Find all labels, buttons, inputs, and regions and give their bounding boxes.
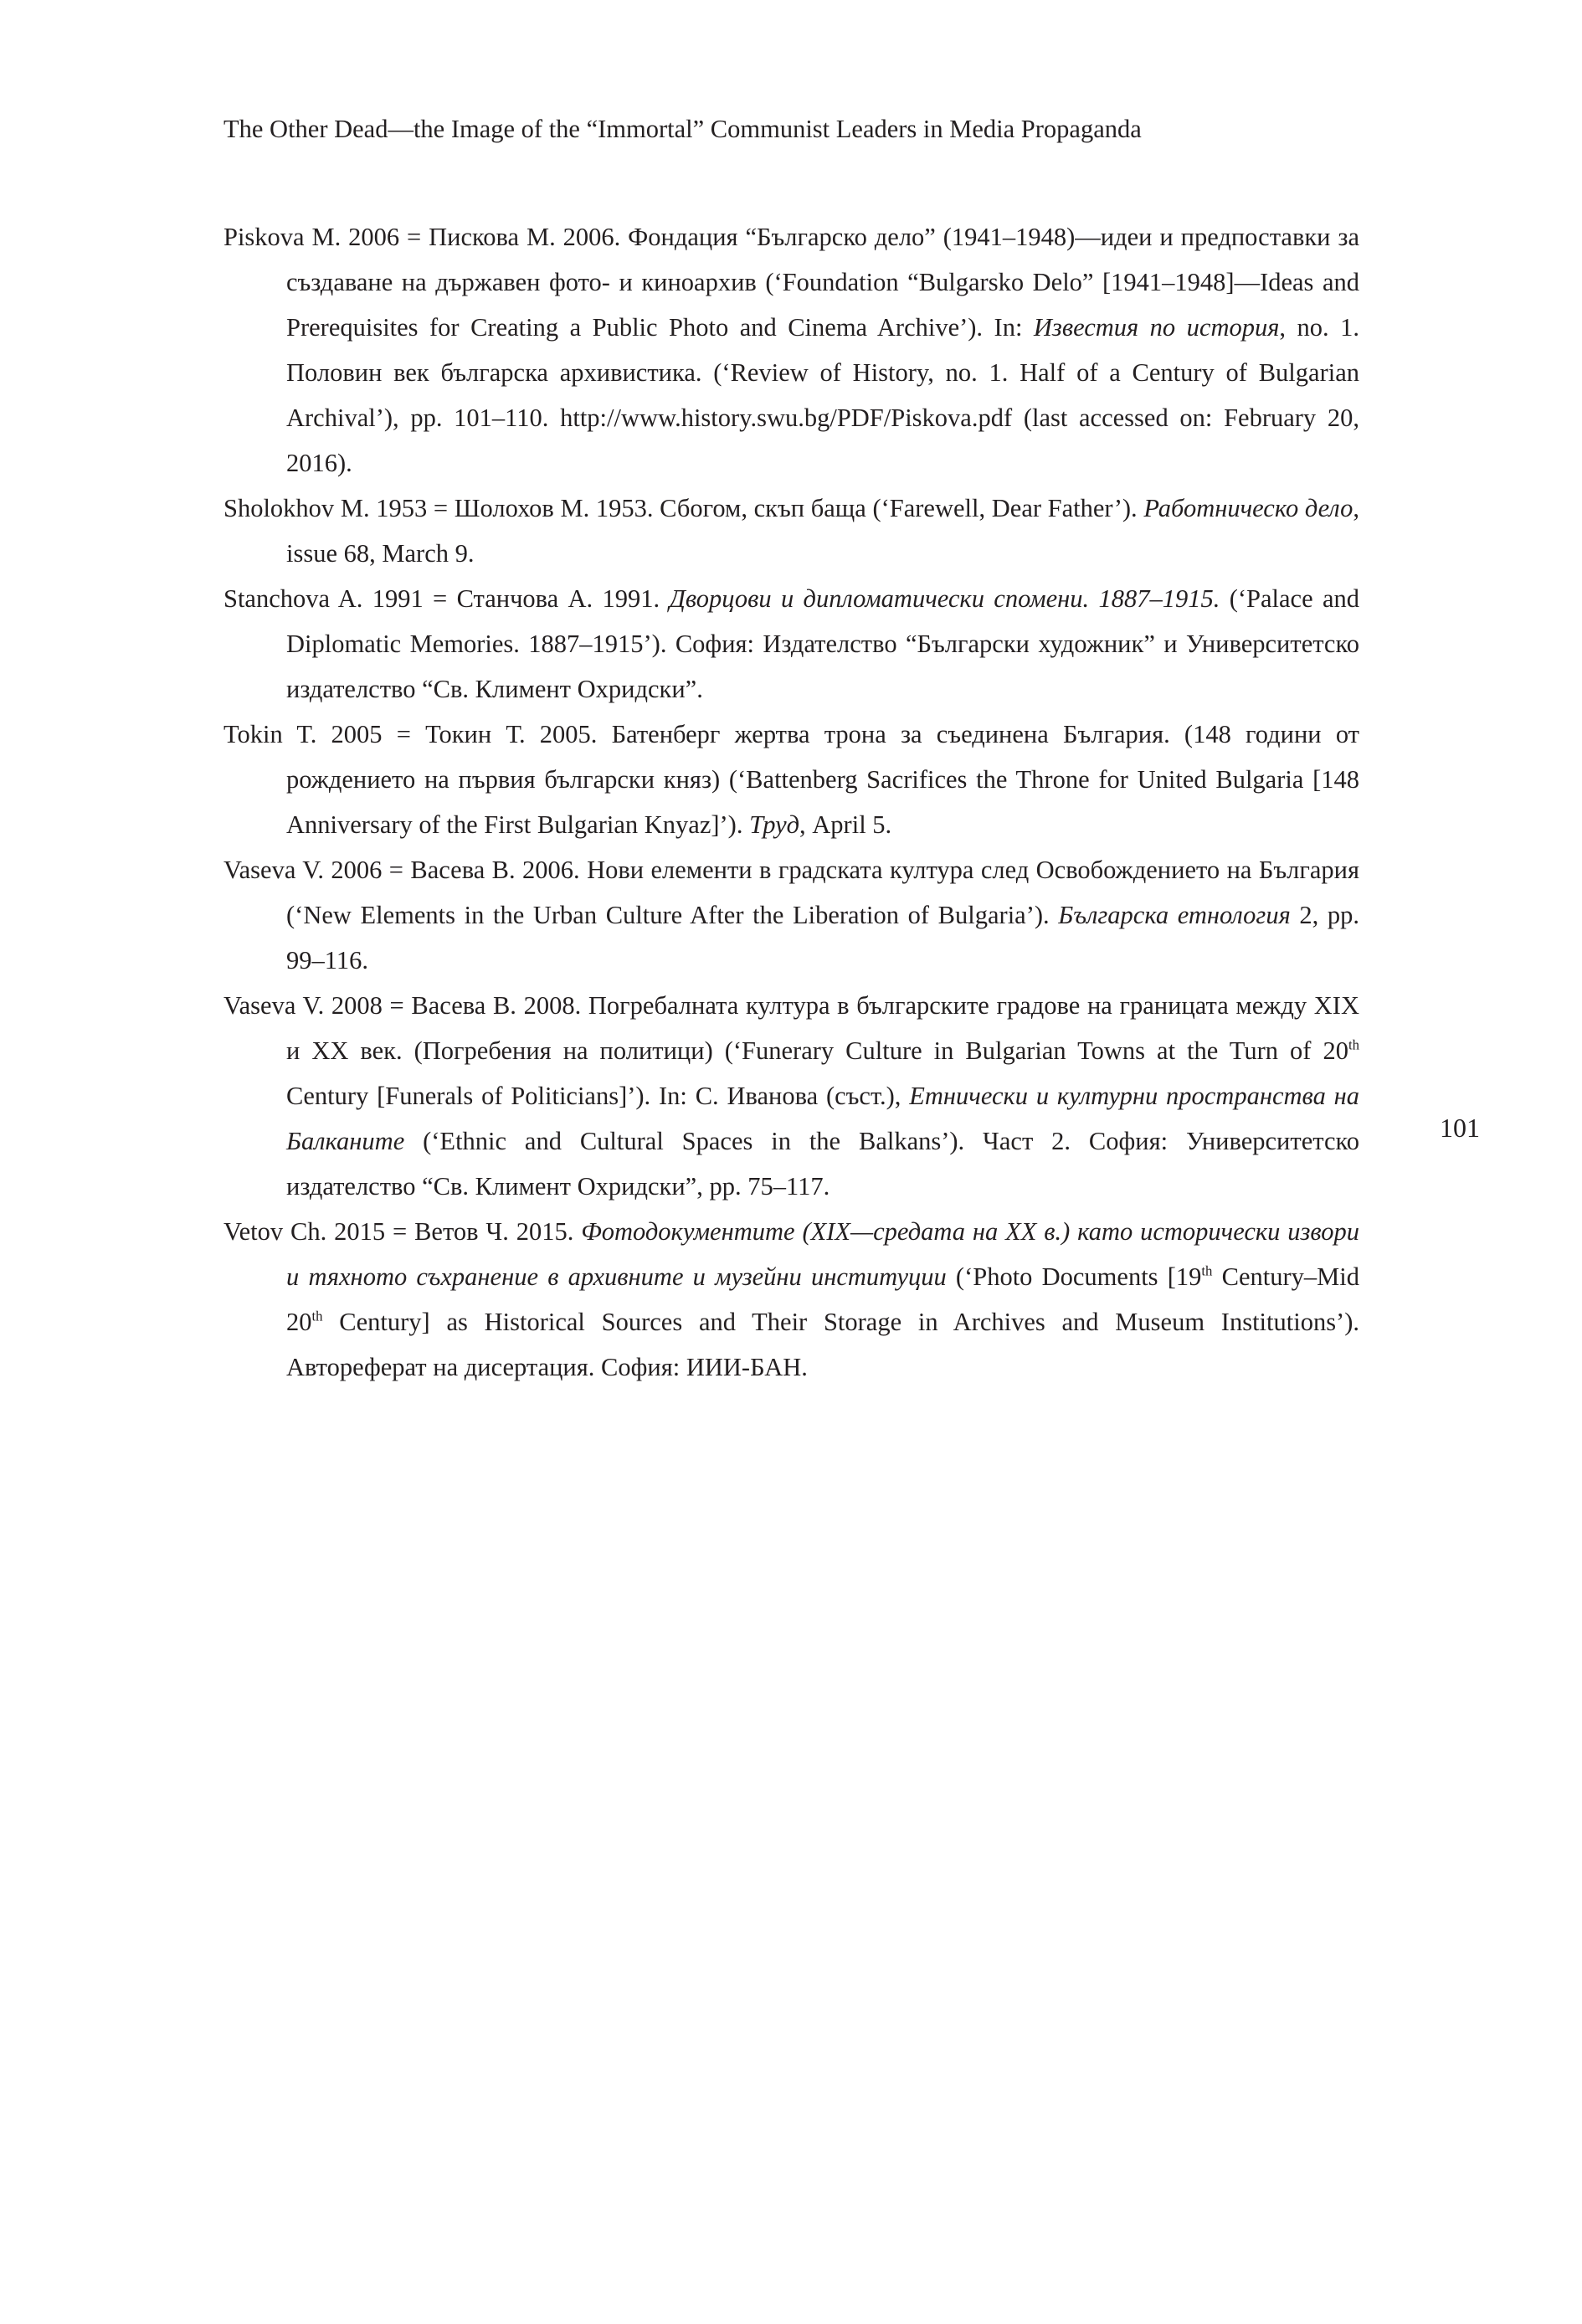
- reference-entry: [223, 486, 1359, 576]
- italic-title: Етнически и културни пространства на Балканите: [286, 1082, 1360, 1155]
- reference-entry: [223, 847, 1359, 983]
- reference-text: Tokin T. 2005 = Токин Т. 2005. Батенберг жертва трона за съединена България. (148 години от рождението на първия български княз) (‘Battenberg Sacrifices the Throne for United Bulgaria [148 Anniversary of the First Bulgarian Knyaz]’).: [223, 720, 1359, 839]
- italic-title: Българска етнология: [1058, 901, 1291, 929]
- reference-text: Century [Funerals of Politicians]’). In: С. Иванова (съст.),: [286, 1082, 910, 1110]
- superscript: th: [1348, 1036, 1359, 1053]
- reference-text: , April 5.: [799, 810, 892, 839]
- reference-entry: [223, 576, 1359, 712]
- reference-list: [223, 214, 1359, 1390]
- reference-text: Century–Mid 20: [286, 1262, 1359, 1336]
- italic-title: Фотодокументите (XIX—средата на XX в.) като исторически извори и тяхното съхранение в архивните и музейни институции: [286, 1217, 1359, 1291]
- reference-entry: [223, 712, 1359, 847]
- reference-text: Vaseva V. 2008 = Васева В. 2008. Погребалната култура в българските градове на границата между XIX и XX век. (Погребения на политици) (‘Funerary Culture in Bulgarian Towns at the Turn of 20: [223, 991, 1359, 1065]
- reference-text: Vetov Ch. 2015 = Ветов Ч. 2015.: [223, 1217, 582, 1246]
- reference-text: Sholokhov M. 1953 = Шолохов М. 1953. Сбогом, скъп баща (‘Farewell, Dear Father’).: [223, 494, 1144, 522]
- reference-entry: [223, 983, 1359, 1209]
- reference-text: , issue 68, March 9.: [286, 494, 1359, 568]
- italic-title: Работническо дело: [1143, 494, 1353, 522]
- reference-text: (‘Palace and Diplomatic Memories. 1887–1915’). София: Издателство “Български художник” и Университетско издателство “Св. Климент Охридски”.: [286, 584, 1360, 703]
- italic-title: Труд: [749, 810, 800, 839]
- superscript: th: [311, 1308, 323, 1324]
- reference-entry: [223, 1209, 1359, 1390]
- page-number: 101: [1440, 1113, 1480, 1143]
- superscript: th: [1201, 1262, 1213, 1279]
- reference-text: Vaseva V. 2006 = Васева В. 2006. Нови елементи в градската култура след Освобождението на България (‘New Elements in the Urban Culture After the Liberation of Bulgaria’).: [223, 856, 1359, 929]
- italic-title: Известия по история: [1033, 313, 1280, 342]
- reference-text: Century] as Historical Sources and Their Storage in Archives and Museum Institutions’). Автореферат на дисертация. София: ИИИ-БАН.: [286, 1308, 1359, 1381]
- reference-text: , no. 1. Половин век българска архивистика. (‘Review of History, no. 1. Half of a Century of Bulgarian Archival’), pp. 101–110. http://www.history.swu.bg/PDF/Piskova.pdf (last accessed on: February 20, 2016).: [286, 313, 1359, 477]
- running-header: The Other Dead—the Image of the “Immortal” Communist Leaders in Media Propaganda: [223, 115, 1142, 143]
- reference-text: 2, pp. 99–116.: [286, 901, 1359, 974]
- reference-text: (‘Ethnic and Cultural Spaces in the Balkans’). Част 2. София: Университетско издателство “Св. Климент Охридски”, pp. 75–117.: [286, 1127, 1359, 1201]
- reference-entry: [223, 214, 1359, 486]
- reference-text: (‘Photo Documents [19: [946, 1262, 1202, 1291]
- reference-text: Piskova M. 2006 = Пискова М. 2006. Фондация “Българско дело” (1941–1948)—идеи и предпоставки за създаване на държавен фото- и киноархив (‘Foundation “Bulgarsko Delo” [1941–1948]—Ideas and Prerequisites for Creating a Public Photo and Cinema Archive’). In:: [223, 223, 1359, 342]
- reference-text: Stanchova A. 1991 = Станчова А. 1991.: [223, 584, 670, 613]
- italic-title: Дворцови и дипломатически спомени. 1887–1915.: [669, 584, 1220, 613]
